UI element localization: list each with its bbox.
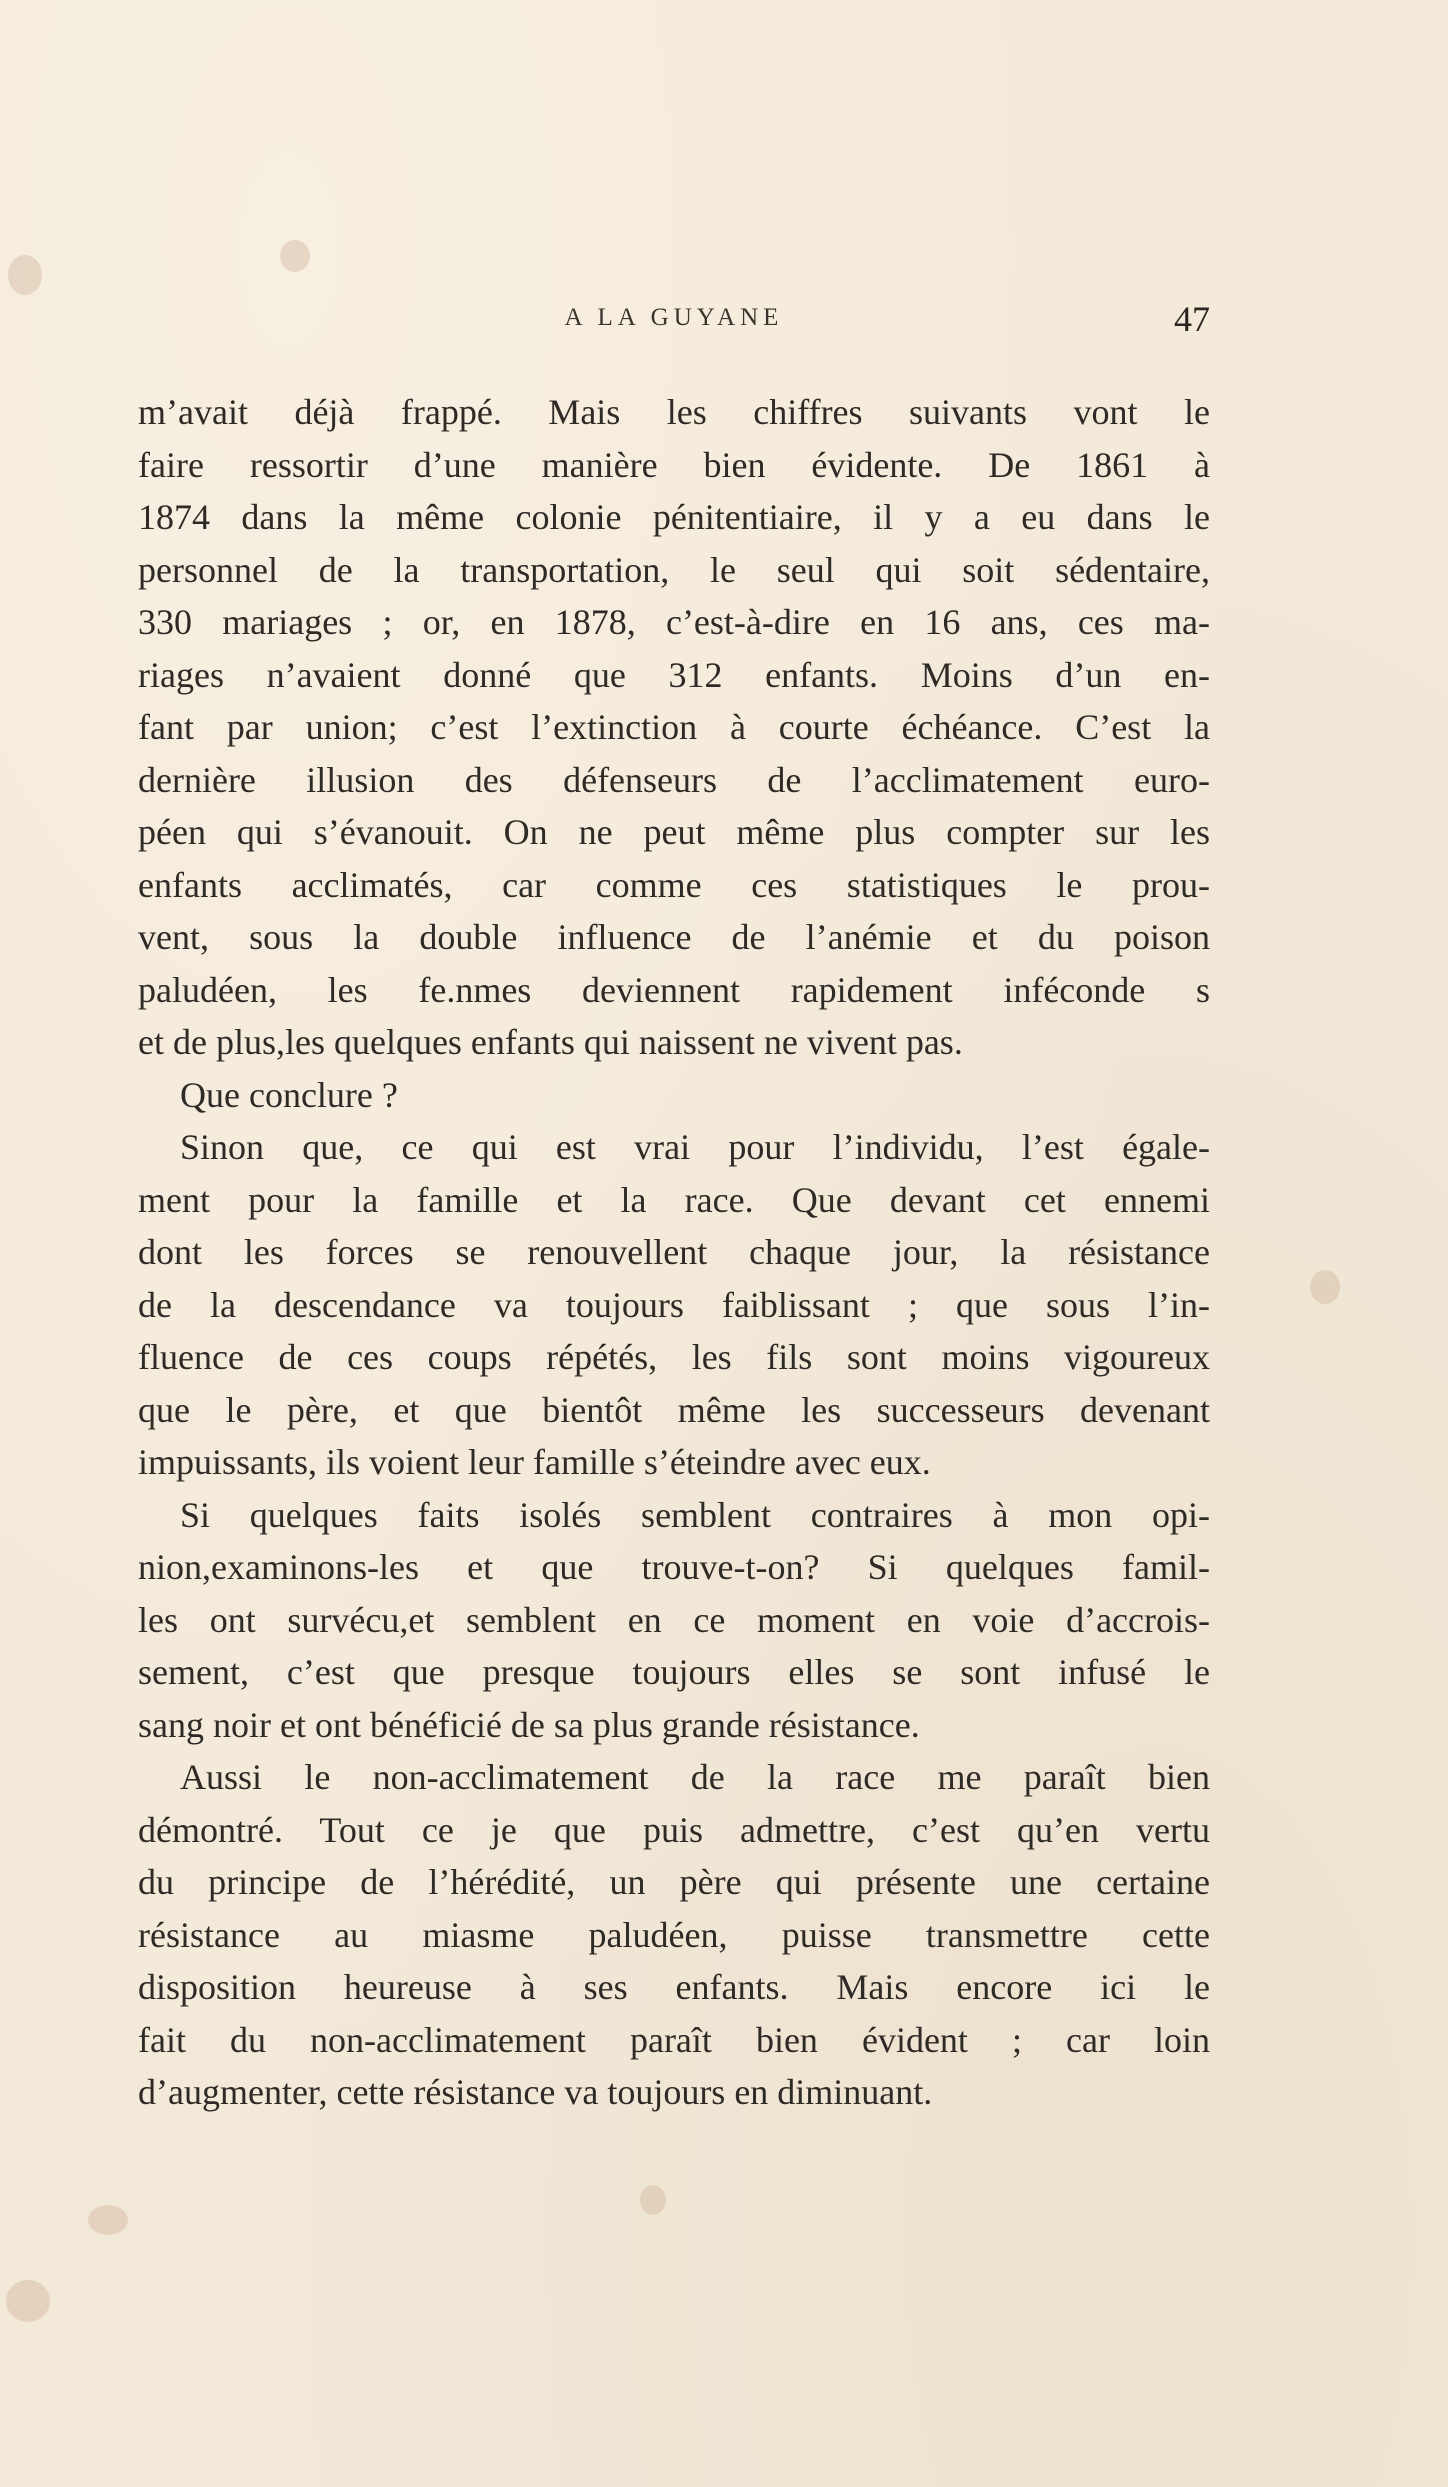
text-line: Que conclure ? <box>180 1074 398 1115</box>
text-line: Sinon que, ce qui est vrai pour l’individu, l’est égale- <box>180 1127 1210 1167</box>
text-line: de la descendance va toujours faiblissant ; que sous l’in- <box>138 1284 1210 1325</box>
text-line: Si quelques faits isolés semblent contraires à mon opi- <box>180 1494 1210 1535</box>
text-line: ment pour la famille et la race. Que devant cet ennemi <box>138 1179 1210 1220</box>
text-line: Aussi le non-acclimatement de la race me paraît bien <box>180 1757 1210 1797</box>
text-line: paludéen, les fe.nmes deviennent rapidement inféconde s <box>138 969 1210 1010</box>
text-line: enfants acclimatés, car comme ces statistiques le prou- <box>138 864 1210 905</box>
text-line: fluence de ces coups répétés, les fils sont moins vigoureux <box>138 1337 1210 1377</box>
text-line: riages n’avaient donné que 312 enfants. Moins d’un en- <box>138 654 1210 695</box>
running-title: A LA GUYANE <box>564 304 784 331</box>
text-line: disposition heureuse à ses enfants. Mais encore ici le <box>138 1967 1210 2007</box>
running-head <box>138 298 1210 348</box>
text-line: d’augmenter, cette résistance va toujours en diminuant. <box>138 2072 933 2112</box>
paper-stain <box>88 2205 128 2235</box>
text-line: 1874 dans la même colonie pénitentiaire, il y a eu dans le <box>138 497 1210 537</box>
text-line: impuissants, ils voient leur famille s’éteindre avec eux. <box>138 1442 931 1482</box>
text-line: dernière illusion des défenseurs de l’acclimatement euro- <box>138 759 1210 800</box>
text-line: nion,examinons-les et que trouve-t-on? Si quelques famil- <box>138 1547 1210 1587</box>
text-line: fant par union; c’est l’extinction à courte échéance. C’est la <box>138 707 1210 747</box>
text-line: et de plus,les quelques enfants qui naissent ne vivent pas. <box>138 1022 963 1062</box>
text-line: du principe de l’hérédité, un père qui présente une certaine <box>138 1862 1210 1902</box>
text-line: personnel de la transportation, le seul qui soit sédentaire, <box>138 549 1210 590</box>
text-line: résistance au miasme paludéen, puisse transmettre cette <box>138 1914 1210 1955</box>
text-line: sang noir et ont bénéficié de sa plus grande résistance. <box>138 1704 920 1745</box>
page-number: 47 <box>1174 299 1210 339</box>
text-line: démontré. Tout ce je que puis admettre, c’est qu’en vertu <box>138 1809 1210 1850</box>
paper-stain <box>280 240 310 272</box>
text-line: dont les forces se renouvellent chaque jour, la résistance <box>138 1232 1210 1272</box>
body-text <box>138 386 1210 2119</box>
text-line: que le père, et que bientôt même les successeurs devenant <box>138 1389 1210 1430</box>
paper-stain <box>1310 1270 1340 1304</box>
text-line: m’avait déjà frappé. Mais les chiffres suivants vont le <box>138 392 1210 432</box>
text-line: vent, sous la double influence de l’anémie et du poison <box>138 917 1210 957</box>
text-line: faire ressortir d’une manière bien évidente. De 1861 à <box>138 444 1210 485</box>
paper-stain <box>6 2280 50 2322</box>
text-line: 330 mariages ; or, en 1878, c’est-à-dire en 16 ans, ces ma- <box>138 602 1210 642</box>
text-line: les ont survécu,et semblent en ce moment en voie d’accrois- <box>138 1599 1210 1640</box>
text-line: péen qui s’évanouit. On ne peut même plus compter sur les <box>138 812 1210 852</box>
paper-stain <box>640 2185 666 2215</box>
text-line: fait du non-acclimatement paraît bien évident ; car loin <box>138 2019 1210 2060</box>
text-line: sement, c’est que presque toujours elles se sont infusé le <box>138 1652 1210 1692</box>
paper-stain <box>8 255 42 295</box>
